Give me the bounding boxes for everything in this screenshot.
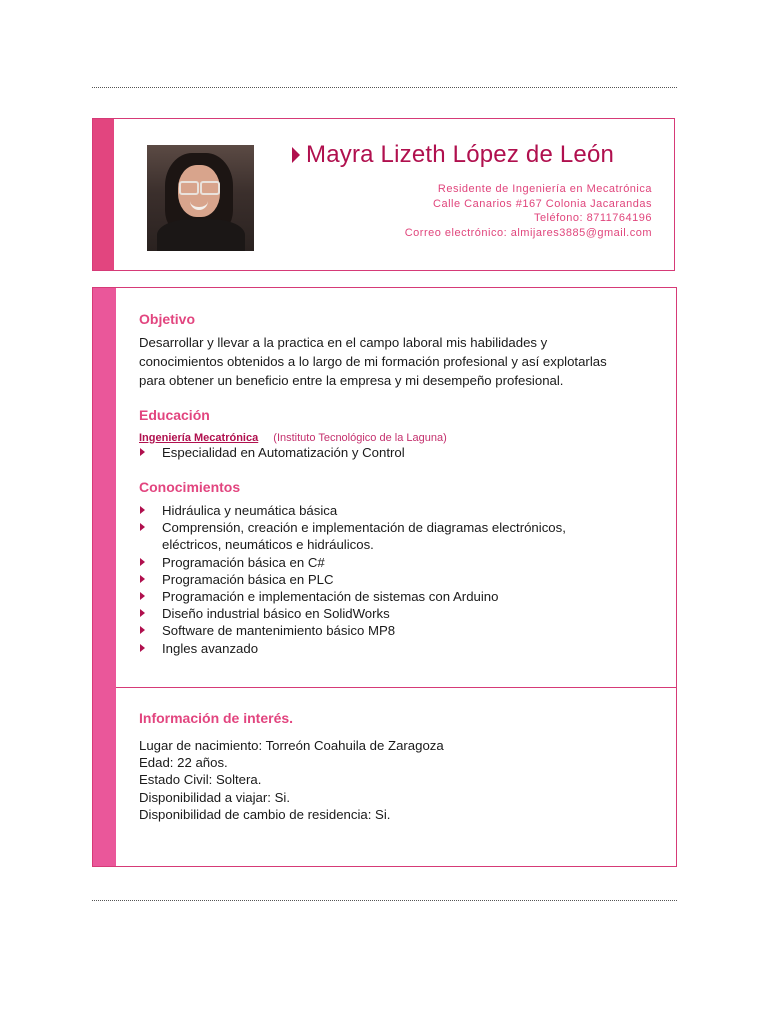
triangle-bullet-icon bbox=[140, 448, 145, 456]
info-line: Estado Civil: Soltera. bbox=[139, 772, 262, 788]
bottom-dotted-rule bbox=[92, 900, 677, 901]
header-card bbox=[92, 118, 675, 271]
list-item: Programación básica en PLC bbox=[139, 571, 639, 588]
triangle-bullet-icon bbox=[140, 558, 145, 566]
educacion-heading: Educación bbox=[139, 407, 210, 423]
list-item: Programación básica en C# bbox=[139, 554, 639, 571]
contact-block bbox=[405, 182, 652, 240]
objetivo-heading: Objetivo bbox=[139, 311, 196, 327]
contact-title: Residente de Ingeniería en Mecatrónica bbox=[437, 183, 652, 195]
info-line: Disponibilidad de cambio de residencia: Si. bbox=[139, 806, 391, 822]
list-item: Ingles avanzado bbox=[139, 640, 639, 657]
education-entry bbox=[139, 432, 447, 444]
triangle-bullet-icon bbox=[140, 592, 145, 600]
institution-name: (Instituto Tecnológico de la Laguna) bbox=[273, 432, 447, 444]
triangle-bullet-icon bbox=[140, 609, 145, 617]
info-line: Lugar de nacimiento: Torreón Coahuila de Zaragoza bbox=[139, 738, 444, 753]
informacion-heading: Información de interés. bbox=[139, 710, 294, 726]
profile-photo bbox=[147, 145, 254, 251]
info-line: Disponibilidad a viajar: Si. bbox=[139, 789, 290, 805]
list-item: Programación e implementación de sistemas con Arduino bbox=[139, 588, 639, 605]
section-divider bbox=[116, 687, 676, 688]
degree-name: Ingeniería Mecatrónica bbox=[139, 432, 259, 444]
objetivo-text bbox=[139, 333, 659, 390]
conocimientos-heading: Conocimientos bbox=[139, 479, 241, 495]
list-item: Diseño industrial básico en SolidWorks bbox=[139, 605, 639, 622]
informacion-block bbox=[139, 737, 444, 823]
objetivo-line: conocimientos obtenidos a lo largo de mi formación profesional y así explotarlas bbox=[139, 354, 607, 369]
triangle-bullet-icon bbox=[140, 506, 145, 514]
triangle-bullet-icon bbox=[140, 575, 145, 583]
name-row bbox=[292, 141, 614, 169]
list-item: Hidráulica y neumática básica bbox=[139, 502, 639, 519]
main-card bbox=[92, 287, 677, 867]
main-accent-bar bbox=[93, 288, 116, 866]
education-list bbox=[139, 444, 639, 461]
list-item: Comprensión, creación e implementación de diagramas electrónicos, eléctricos, neumáticos e hidráulicos. bbox=[139, 519, 639, 553]
triangle-bullet-icon bbox=[292, 147, 300, 163]
contact-phone: Teléfono: 8711764196 bbox=[533, 212, 652, 224]
skills-list bbox=[139, 502, 639, 657]
triangle-bullet-icon bbox=[140, 626, 145, 634]
contact-address: Calle Canarios #167 Colonia Jacarandas bbox=[433, 197, 652, 210]
objetivo-line: para obtener un beneficio entre la empresa y mi desempeño profesional. bbox=[139, 373, 564, 388]
candidate-name: Mayra Lizeth López de León bbox=[306, 141, 615, 168]
contact-email: Correo electrónico: almijares3885@gmail.com bbox=[404, 226, 652, 239]
triangle-bullet-icon bbox=[140, 523, 145, 531]
objetivo-line: Desarrollar y llevar a la practica en el campo laboral mis habilidades y bbox=[139, 335, 548, 350]
top-dotted-rule bbox=[92, 87, 677, 88]
list-item: Software de mantenimiento básico MP8 bbox=[139, 622, 639, 639]
list-item: Especialidad en Automatización y Control bbox=[139, 444, 639, 461]
header-accent-bar bbox=[93, 119, 114, 270]
info-line: Edad: 22 años. bbox=[139, 755, 228, 771]
triangle-bullet-icon bbox=[140, 644, 145, 652]
